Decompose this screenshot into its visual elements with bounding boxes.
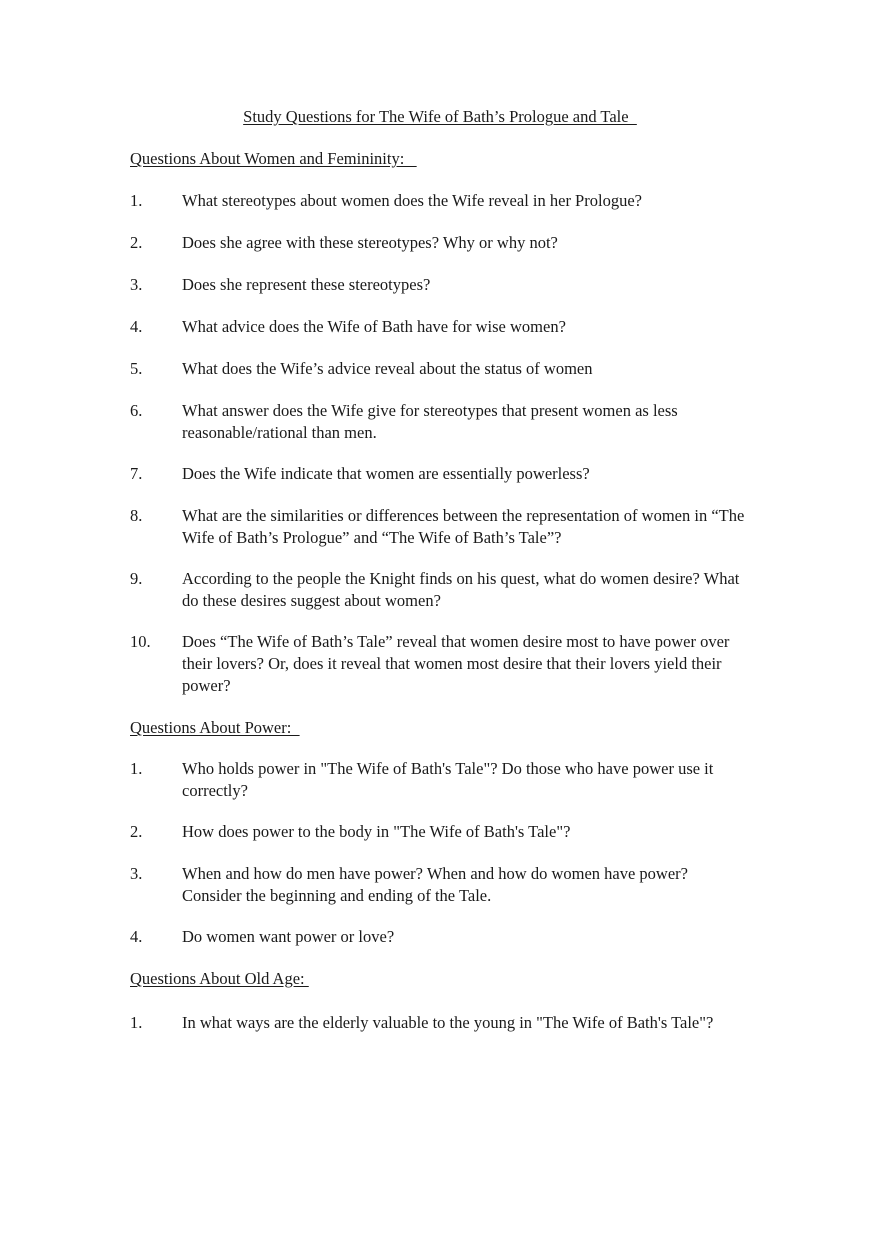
- question-text: What does the Wife’s advice reveal about the status of women: [182, 359, 593, 378]
- question-item: [130, 190, 750, 212]
- question-text: Does she represent these stereotypes?: [182, 275, 431, 294]
- question-number: 9.: [130, 569, 143, 588]
- question-item: [130, 631, 750, 697]
- question-item: [130, 863, 750, 907]
- question-item: [130, 316, 750, 338]
- question-number: 5.: [130, 359, 143, 378]
- question-item: [130, 821, 750, 843]
- question-text: What advice does the Wife of Bath have for wise women?: [182, 317, 566, 336]
- question-item: [130, 926, 750, 948]
- question-item: [130, 400, 750, 444]
- question-item: [130, 1012, 750, 1034]
- question-number: 3.: [130, 275, 143, 294]
- question-number: 10.: [130, 632, 151, 651]
- question-text: In what ways are the elderly valuable to the young in "The Wife of Bath's Tale"?: [182, 1013, 714, 1032]
- question-number: 7.: [130, 464, 143, 483]
- question-item: [130, 463, 750, 485]
- question-text: Does “The Wife of Bath’s Tale” reveal that women desire most to have power over their lovers? Or, does it reveal that women most desire that their lovers yield their power?: [182, 632, 730, 695]
- question-text: According to the people the Knight finds on his quest, what do women desire? What do these desires suggest about women?: [182, 569, 740, 610]
- question-text: Does the Wife indicate that women are essentially powerless?: [182, 464, 590, 483]
- question-number: 4.: [130, 927, 143, 946]
- question-text: What are the similarities or differences between the representation of women in “The Wife of Bath’s Prologue” and “The Wife of Bath’s Tale”?: [182, 506, 745, 547]
- question-text: How does power to the body in "The Wife of Bath's Tale"?: [182, 822, 571, 841]
- question-item: [130, 232, 750, 254]
- question-item: [130, 358, 750, 380]
- question-number: 2.: [130, 822, 143, 841]
- question-item: [130, 505, 750, 549]
- question-number: 6.: [130, 401, 143, 420]
- section-heading-old-age: Questions About Old Age:: [130, 969, 309, 988]
- question-text: What stereotypes about women does the Wife reveal in her Prologue?: [182, 191, 642, 210]
- section-heading-women: Questions About Women and Femininity:: [130, 149, 417, 168]
- question-text: Does she agree with these stereotypes? Why or why not?: [182, 233, 558, 252]
- section-heading-power: Questions About Power:: [130, 718, 300, 737]
- question-text: When and how do men have power? When and how do women have power? Consider the beginning and ending of the Tale.: [182, 864, 688, 905]
- question-item: [130, 568, 750, 612]
- question-number: 2.: [130, 233, 143, 252]
- question-text: Do women want power or love?: [182, 927, 395, 946]
- question-number: 1.: [130, 191, 143, 210]
- question-item: [130, 758, 750, 802]
- document-title: Study Questions for The Wife of Bath’s Prologue and Tale: [243, 107, 637, 126]
- question-text: Who holds power in "The Wife of Bath's Tale"? Do those who have power use it correctly?: [182, 759, 714, 800]
- question-number: 4.: [130, 317, 143, 336]
- question-item: [130, 274, 750, 296]
- question-number: 8.: [130, 506, 143, 525]
- question-number: 1.: [130, 1013, 143, 1032]
- question-text: What answer does the Wife give for stereotypes that present women as less reasonable/rational than men.: [182, 401, 678, 442]
- question-number: 3.: [130, 864, 143, 883]
- question-number: 1.: [130, 759, 143, 778]
